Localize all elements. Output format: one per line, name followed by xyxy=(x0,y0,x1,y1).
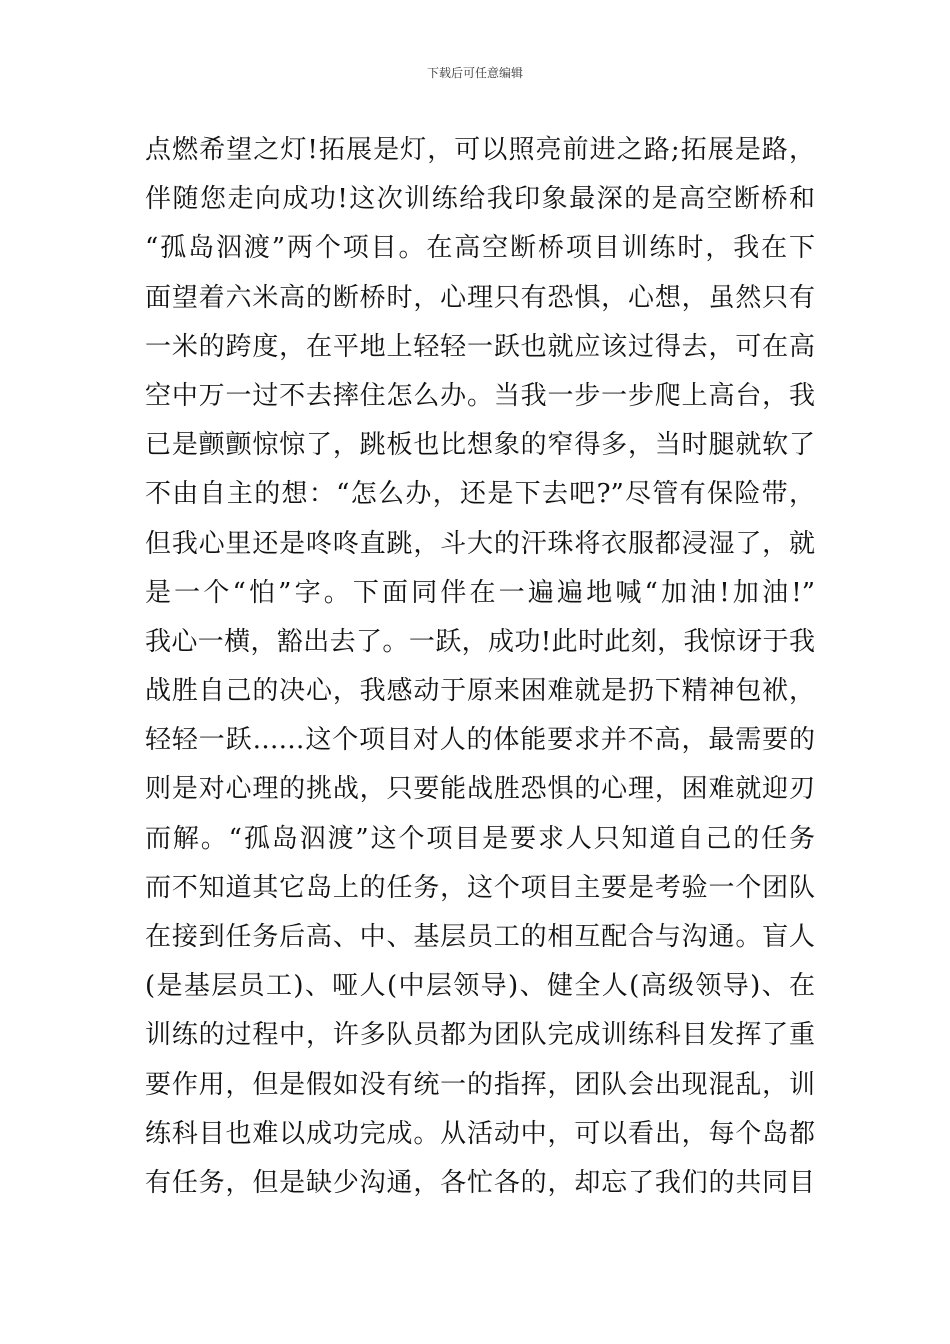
text-line: 则是对心理的挑战，只要能战胜恐惧的心理，困难就迎刃 xyxy=(145,774,815,805)
text-line: (是基层员工)、哑人(中层领导)、健全人(高级领导)、在 xyxy=(145,971,815,1002)
text-line: 战胜自己的决心，我感动于原来困难就是扔下精神包袱， xyxy=(145,676,815,707)
text-line: 点燃希望之灯!拓展是灯，可以照亮前进之路;拓展是路， xyxy=(145,135,815,165)
body-text xyxy=(145,126,815,1208)
text-line: 空中万一过不去摔住怎么办。当我一步一步爬上高台，我 xyxy=(145,380,815,411)
text-line: 在接到任务后高、中、基层员工的相互配合与沟通。盲人 xyxy=(145,922,815,952)
text-line: 而不知道其它岛上的任务，这个项目主要是考验一个团队 xyxy=(145,872,815,903)
text-line: 一米的跨度，在平地上轻轻一跃也就应该过得去，可在高 xyxy=(145,331,815,362)
text-line: “孤岛泅渡”两个项目。在高空断桥项目训练时，我在下 xyxy=(145,233,815,264)
text-line: 不由自主的想：“怎么办，还是下去吧?”尽管有保险带， xyxy=(145,479,815,510)
text-line: 轻轻一跃……这个项目对人的体能要求并不高，最需要的 xyxy=(145,725,815,756)
page-header: 下载后可任意编辑 xyxy=(426,66,523,80)
text-line: 训练的过程中，许多队员都为团队完成训练科目发挥了重 xyxy=(145,1020,815,1051)
text-line: 要作用，但是假如没有统一的指挥，团队会出现混乱，训 xyxy=(145,1069,815,1100)
text-line: 而解。“孤岛泅渡”这个项目是要求人只知道自己的任务 xyxy=(145,823,815,854)
text-line: 面望着六米高的断桥时，心理只有恐惧，心想，虽然只有 xyxy=(145,282,815,313)
text-line: 伴随您走向成功!这次训练给我印象最深的是高空断桥和 xyxy=(145,184,815,215)
text-line: 有任务，但是缺少沟通，各忙各的，却忘了我们的共同目 xyxy=(145,1167,815,1198)
text-line: 已是颤颤惊惊了，跳板也比想象的窄得多，当时腿就软了 xyxy=(145,430,815,461)
text-line: 练科目也难以成功完成。从活动中，可以看出，每个岛都 xyxy=(145,1118,815,1149)
text-line: 是一个“怕”字。下面同伴在一遍遍地喊“加油!加油!” xyxy=(145,577,815,608)
text-line: 但我心里还是咚咚直跳，斗大的汗珠将衣服都浸湿了，就 xyxy=(145,528,815,559)
text-line: 我心一横，豁出去了。一跃，成功!此时此刻，我惊讶于我 xyxy=(145,626,815,657)
